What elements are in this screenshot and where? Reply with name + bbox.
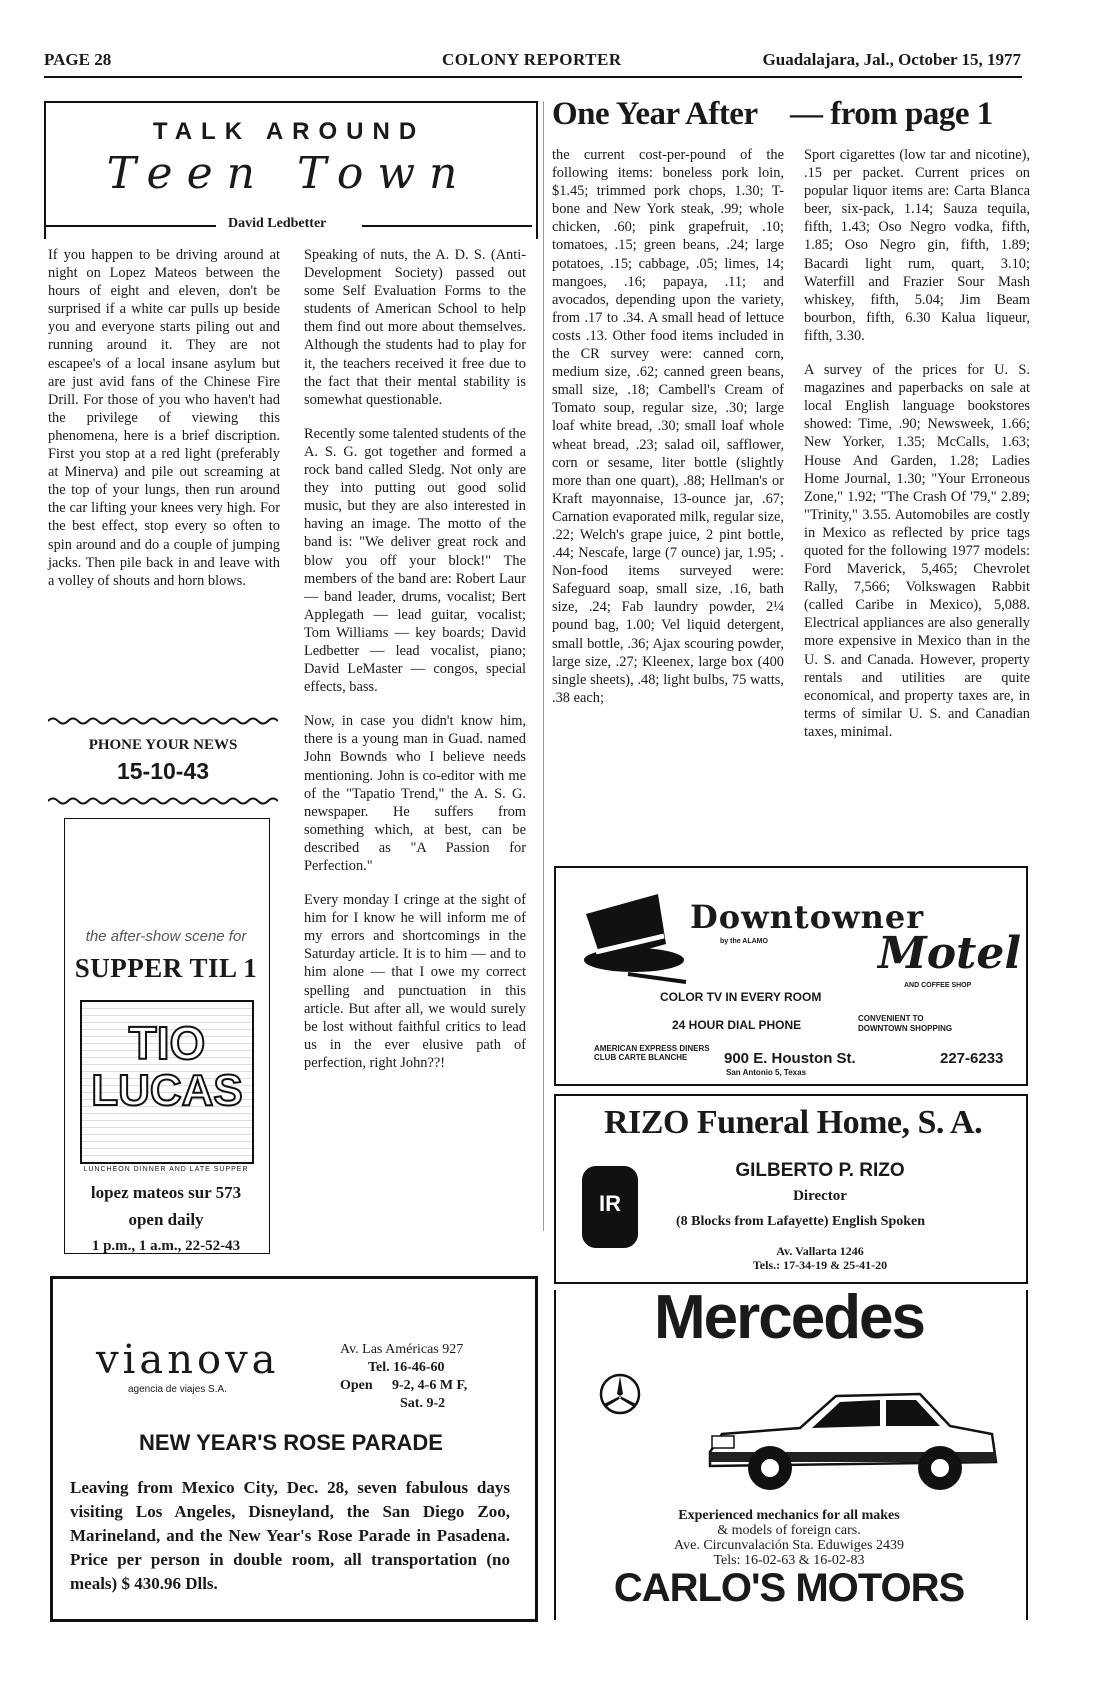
tio-logo-word: TIO [128, 1017, 206, 1069]
column-separator [543, 101, 544, 1231]
vianova-tel: Tel. 16-46-60 [368, 1360, 445, 1375]
tio-hours: open daily [128, 1210, 204, 1229]
tio-lucas-logo [80, 1000, 254, 1164]
page-number: PAGE 28 [44, 50, 112, 69]
motel-dial: 24 HOUR DIAL PHONE [672, 1018, 802, 1032]
talk-column-2 [304, 246, 526, 1072]
article-paragraph: the current cost-per-pound of the following items: boneless pork loin, $1.45; trimmed pork chops, 1.30; T-bone and New York steak, .99; whole chicken, .60; pink grapefruit, .10; tomatoes, .15; green beans, .24; large potatoes, .15; cabbage, .05; limes, 14; mangoes, .16; papaya, .11; and avocados, depending upon the variety, from .17 to .34. A small head of lettuce costs .13. Other food items included in the CR survey were: canned corn, medium size, .62; canned green beans, small size, .18; Cambell's Cream of Tomato soup, regular size, .30; large loaf white bread, .30; small loaf whole wheat bread, .23; salad oil, safflower, corn or sesame, liter bottle (slightly more than one quart), .88; Hellman's or Kraft mayonnaise, 13-ounce jar, .67; Carnation evaporated milk, regular size, .22; Welch's grape juice, 2 pint bottle, .44; Nescafe, large (7 ounce) jar, 1.95; . Non-food items surveyed were: Safeguard soap, small size, .16, bath size, .24; Fab laundry powder, 2¼ pound bag, 1.00; Vel liquid detergent, small bottle, .36; Ajax scouring powder, large size, .27; Kleenex, large box (400 single sheets), .48; light bulbs, 75 watts, .38 each; [552, 147, 784, 706]
phone-number: 15-10-43 [116, 758, 210, 784]
tio-tagline: the after-show scene for [85, 928, 247, 945]
talk-paragraph: If you happen to be driving around at night on Lopez Mateos between the hours of eight and eleven, don't be surprised if a white car pulls up beside you and everyone starts piling out and running around it. They are not escapee's of a local insane asylum but are just avid fans of the Chinese Fire Drill. For those of you who haven't had the privilege of viewing this phenomena, here is a brief discription. First you stop at a red light (preferably at Minerva) and pile out screaming at the top of your lungs, then run around the car lifting your knees very high. For the best effect, stop every so often to spin around and do a couple of jumping jacks. Then pile back in and leave with a volley of shouts and horn blows. [48, 247, 280, 589]
mercedes-star-icon [598, 1372, 642, 1416]
vianova-open-hours: 9-2, 4-6 M F, [392, 1378, 468, 1393]
motel-cards: AMERICAN EXPRESS DINERS CLUB CARTE BLANCHE [594, 1044, 710, 1062]
wavy-rule-bottom [48, 796, 278, 806]
motel-street: 900 E. Houston St. [724, 1050, 856, 1067]
mercedes-line-1: Experienced mechanics for all makes [678, 1508, 900, 1523]
byline-rule-right [362, 225, 532, 227]
mercedes-line-4: Tels: 16-02-63 & 16-02-83 [713, 1553, 865, 1568]
paper-name: COLONY REPORTER [442, 50, 622, 69]
motel-coffee: AND COFFEE SHOP [904, 982, 972, 989]
rizo-emblem-letters: IR [599, 1191, 621, 1216]
article-title-right: — from page 1 [790, 96, 993, 132]
tio-times: 1 p.m., 1 a.m., 22-52-43 [91, 1238, 241, 1254]
mercedes-line-3: Ave. Circunvalación Sta. Eduwiges 2439 [674, 1538, 904, 1553]
byline-rule-left [46, 225, 216, 227]
vianova-saturday: Sat. 9-2 [400, 1396, 446, 1411]
vianova-title: NEW YEAR'S ROSE PARADE [139, 1430, 443, 1455]
tio-small-print: LUNCHEON DINNER AND LATE SUPPER [83, 1166, 249, 1173]
header-rule [44, 76, 1022, 78]
mercedes-line-2: & models of foreign cars. [717, 1523, 861, 1538]
wavy-rule-top [48, 716, 278, 726]
motel-city: San Antonio 5, Texas [726, 1068, 807, 1077]
column-title-script: Teen Town [106, 148, 472, 199]
motel-convenient: CONVENIENT TO DOWNTOWN SHOPPING [858, 1014, 953, 1033]
rizo-emblem [582, 1166, 638, 1248]
motel-tv: COLOR TV IN EVERY ROOM [660, 990, 822, 1004]
phone-label: PHONE YOUR NEWS [88, 737, 238, 753]
tio-logo-word: LUCAS [91, 1066, 243, 1115]
column-title-top: TALK AROUND [152, 118, 426, 145]
vianova-address: Av. Las Américas 927 [340, 1342, 464, 1357]
article-paragraph: Sport cigarettes (low tar and nicotine), .15 per packet. Current prices on popular liquor items are: Carta Blanca beer, six-pack, 1.14; Sauza tequila, fifth, 1.43; Oso Negro vodka, fifth, 1.85; Oso Negro gin, fifth, 1.89; Bacardi light rum, quart, 3.10; Waterfill and Frazier Sour Mash whiskey, fifth, 5.04; Jim Beam bourbon, fifth, 6.30 Kalua liqueur, fifth, 3.30. [804, 147, 1030, 344]
top-hat-icon [568, 874, 688, 984]
motel-name-1: Downtowner [690, 898, 925, 936]
vianova-body: Leaving from Mexico City, Dec. 28, seven fabulous days visiting Los Angeles, Disneyland, the San Diego Zoo, Marineland, and the New Year's Rose Parade in Pasadena. Price per person in double room, all transportation (no meals) $ 430.96 Dlls. [70, 1478, 510, 1593]
article-title-left: One Year After [552, 96, 758, 132]
rizo-note: (8 Blocks from Lafayette) English Spoken [676, 1214, 926, 1229]
rizo-title: RIZO Funeral Home, S. A. [604, 1104, 983, 1141]
article-column-1 [552, 146, 784, 707]
mercedes-brand: Mercedes [653, 1283, 925, 1352]
vianova-logo: vianova [96, 1337, 280, 1383]
rizo-address: Av. Vallarta 1246 [776, 1244, 864, 1258]
carlos-motors-name: CARLO'S MOTORS [613, 1566, 965, 1610]
rizo-name: GILBERTO P. RIZO [735, 1160, 905, 1181]
talk-paragraph: Every monday I cringe at the sight of him for I know he will inform me of my errors and shortcomings in the Saturday article. It is to him — and to him alone — that I owe my correct spelling and punctuation in this article. But after all, we would surely be lost without faithful critics to lead us in the ever elusive path of perfection, right John??! [304, 892, 526, 1071]
talk-paragraph: Recently some talented students of the A. S. G. got together and formed a rock band called Sledg. Not only are they into putting out good solid music, but they are also interested in having an image. The motto of the band is: "We deliver great rock and blow you off your block!" The members of the band are: Robert Laur — band leader, drums, vocalist; Bert Applegath — lead guitar, vocalist; Tom Williams — key boards; David Ledbetter — lead vocalist, piano; David LeMaster — congos, special effects, bass. [304, 425, 526, 696]
car-illustration [700, 1382, 1000, 1500]
tio-headline: SUPPER TIL 1 [74, 953, 258, 983]
article-column-2 [804, 146, 1030, 741]
rizo-tels: Tels.: 17-34-19 & 25-41-20 [752, 1258, 888, 1272]
talk-paragraph: Speaking of nuts, the A. D. S. (Anti-Development Society) passed out some Self Evaluation Forms to the students of American School to help them find out more about themselves. Although the students had to play for it, the teachers received it free due to the fact that their mental stability is somewhat questionable. [304, 247, 526, 408]
talk-column-1 [48, 246, 280, 590]
dateline: Guadalajara, Jal., October 15, 1977 [762, 50, 1021, 69]
vianova-open-label: Open [340, 1378, 373, 1393]
motel-name-2: Motel [878, 928, 1022, 979]
byline: David Ledbetter [228, 216, 327, 231]
talk-paragraph: Now, in case you didn't know him, there is a young man in Guad. named John Bownds who I believe needs mentioning. John is co-editor with me of the "Tapatio Trend," the A. S. G. newspaper. He suffers from something which, at best, can be described as "A Passion for Perfection." [304, 713, 526, 874]
vianova-sub: agencia de viajes S.A. [128, 1384, 227, 1395]
article-paragraph: A survey of the prices for U. S. magazines and paperbacks on sale at local English language bookstores showed: Time, .90; Newsweek, 1.66; New Yorker, 1.35; McCalls, 1.63; House And Garden, 1.28; Ladies Home Journal, 1.30; "Your Erroneous Zone," 1.92; "The Crash Of '79," 2.89; "Trinity," 3.55. Automobiles are costly in Mexico as reflected by price tags quoted for the following 1977 models: Ford Maverick, 5,465; Chevrolet Rally, 7,566; Volkswagen Rabbit (called Caribe in Mexico), 5,088. Electrical appliances are also generally more expensive in Mexico than in the U. S. and Canada. However, property rentals and utilities are quite economical, and property taxes are, in terms of similar U. S. and Canadian taxes, minimal. [804, 362, 1030, 740]
rizo-role: Director [793, 1188, 847, 1204]
motel-by: by the ALAMO [720, 938, 768, 945]
tio-address: lopez mateos sur 573 [90, 1183, 242, 1202]
motel-phone: 227-6233 [940, 1050, 1004, 1067]
